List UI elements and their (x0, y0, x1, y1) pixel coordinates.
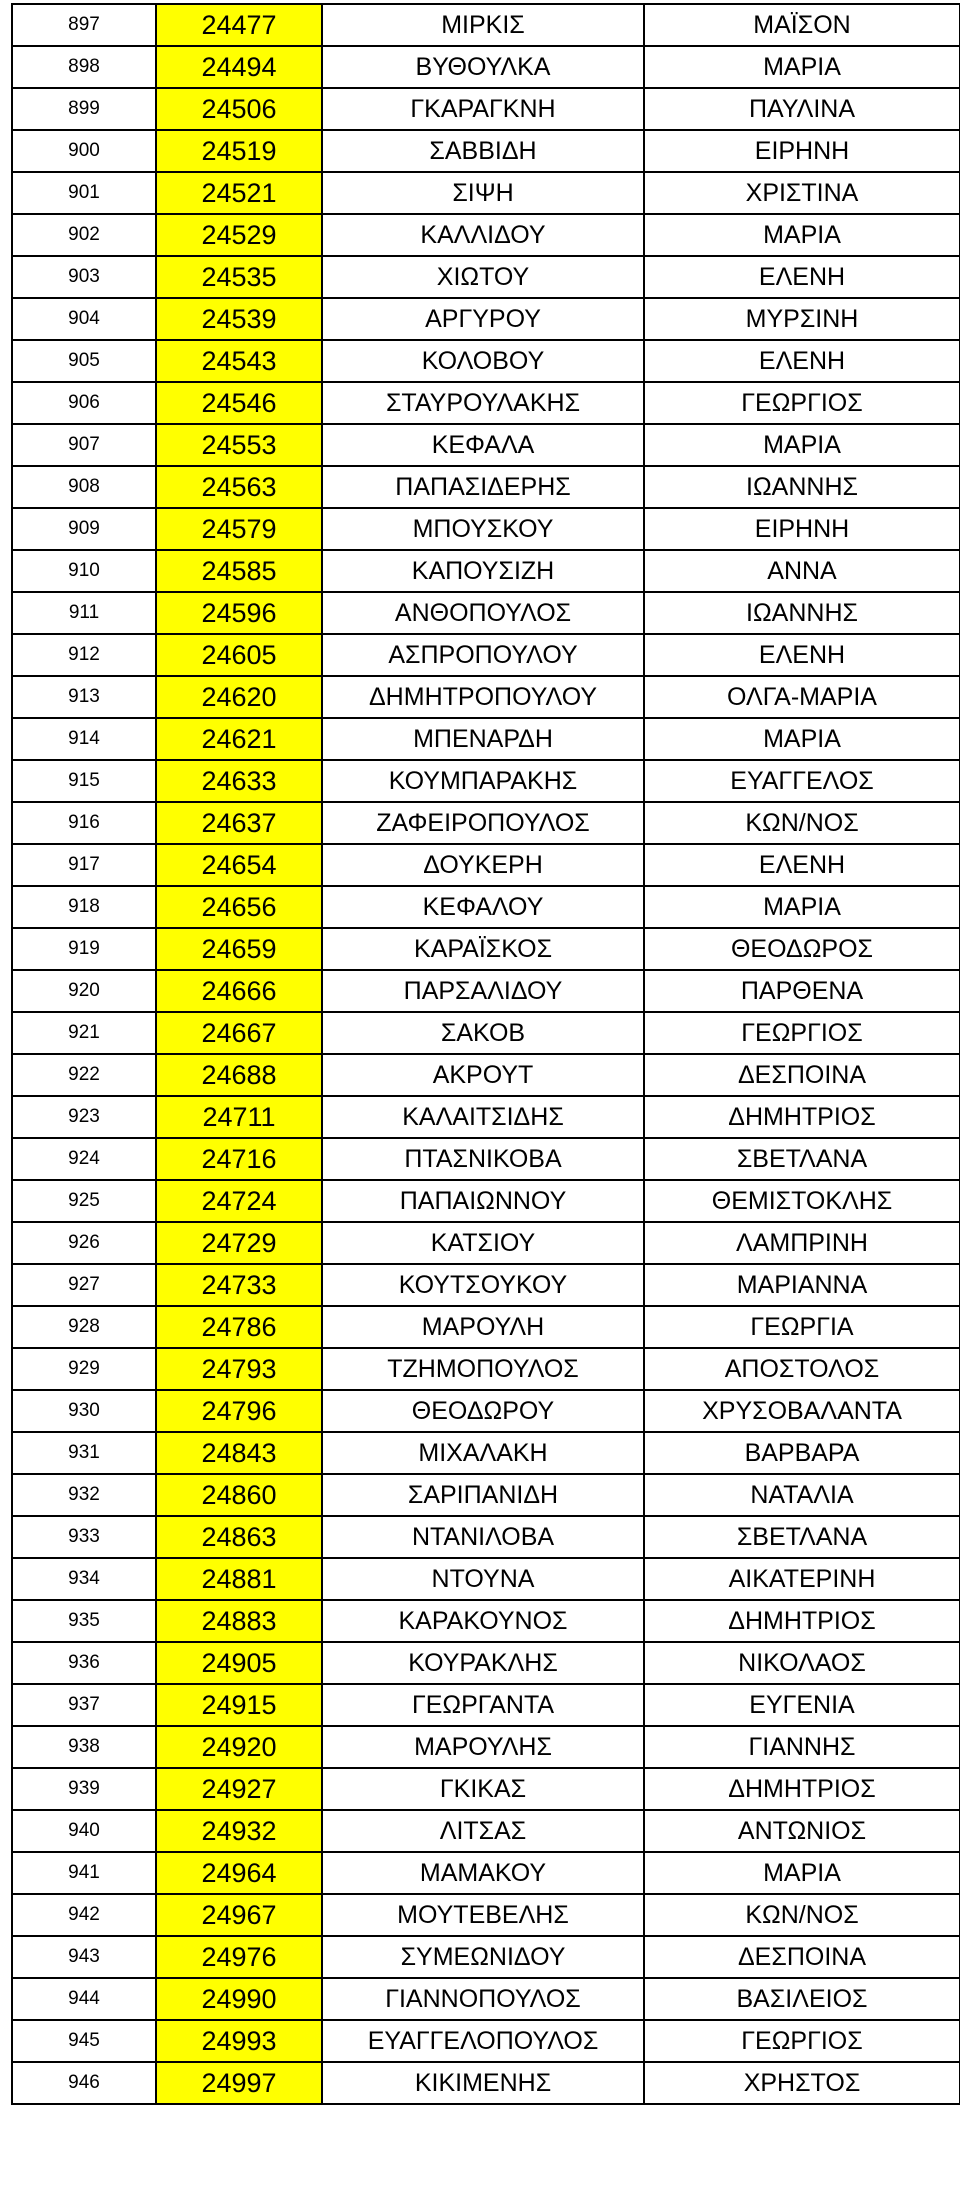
row-number: 914 (12, 718, 156, 760)
table-row (12, 130, 960, 172)
row-number: 920 (12, 970, 156, 1012)
first-name-cell: ΕΙΡΗΝΗ (644, 130, 960, 172)
table-row (12, 1096, 960, 1138)
table-row (12, 1810, 960, 1852)
row-number: 937 (12, 1684, 156, 1726)
first-name-cell: ΝΑΤΑΛΙΑ (644, 1474, 960, 1516)
code-cell: 24860 (156, 1474, 322, 1516)
table-row (12, 1012, 960, 1054)
surname-cell: ΕΥΑΓΓΕΛΟΠΟΥΛΟΣ (322, 2020, 644, 2062)
row-number: 904 (12, 298, 156, 340)
first-name-cell: ΓΕΩΡΓΙΑ (644, 1306, 960, 1348)
code-cell: 24596 (156, 592, 322, 634)
first-name-cell: ΟΛΓΑ-ΜΑΡΙΑ (644, 676, 960, 718)
first-name-cell: ΧΡΙΣΤΙΝΑ (644, 172, 960, 214)
table-row (12, 88, 960, 130)
code-cell: 24883 (156, 1600, 322, 1642)
table-row (12, 592, 960, 634)
first-name-cell: ΜΑΡΙΑ (644, 424, 960, 466)
code-cell: 24716 (156, 1138, 322, 1180)
first-name-cell: ΜΑΡΙΑ (644, 1852, 960, 1894)
code-cell: 24997 (156, 2062, 322, 2104)
code-cell: 24543 (156, 340, 322, 382)
table-row (12, 1264, 960, 1306)
code-cell: 24964 (156, 1852, 322, 1894)
first-name-cell: ΧΡΗΣΤΟΣ (644, 2062, 960, 2104)
surname-cell: ΚΑΡΑΪΣΚΟΣ (322, 928, 644, 970)
table-row (12, 1180, 960, 1222)
surname-cell: ΚΑΤΣΙΟΥ (322, 1222, 644, 1264)
surname-cell: ΜΟΥΤΕΒΕΛΗΣ (322, 1894, 644, 1936)
code-cell: 24477 (156, 4, 322, 46)
row-number: 932 (12, 1474, 156, 1516)
row-number: 919 (12, 928, 156, 970)
code-cell: 24654 (156, 844, 322, 886)
surname-cell: ΣΑΒΒΙΔΗ (322, 130, 644, 172)
first-name-cell: ΕΛΕΝΗ (644, 634, 960, 676)
row-number: 921 (12, 1012, 156, 1054)
row-number: 926 (12, 1222, 156, 1264)
first-name-cell: ΔΗΜΗΤΡΙΟΣ (644, 1768, 960, 1810)
code-cell: 24927 (156, 1768, 322, 1810)
first-name-cell: ΚΩΝ/ΝΟΣ (644, 1894, 960, 1936)
surname-cell: ΚΟΛΟΒΟΥ (322, 340, 644, 382)
surname-cell: ΚΑΛΑΙΤΣΙΔΗΣ (322, 1096, 644, 1138)
row-number: 903 (12, 256, 156, 298)
code-cell: 24621 (156, 718, 322, 760)
first-name-cell: ΒΑΡΒΑΡΑ (644, 1432, 960, 1474)
code-cell: 24494 (156, 46, 322, 88)
surname-cell: ΑΚΡΟΥΤ (322, 1054, 644, 1096)
code-cell: 24993 (156, 2020, 322, 2062)
code-cell: 24637 (156, 802, 322, 844)
surname-cell: ΚΟΥΤΣΟΥΚΟΥ (322, 1264, 644, 1306)
surname-cell: ΜΠΟΥΣΚΟΥ (322, 508, 644, 550)
surname-cell: ΜΑΡΟΥΛΗ (322, 1306, 644, 1348)
code-cell: 24967 (156, 1894, 322, 1936)
first-name-cell: ΒΑΣΙΛΕΙΟΣ (644, 1978, 960, 2020)
code-cell: 24535 (156, 256, 322, 298)
table-row (12, 1432, 960, 1474)
table-row (12, 676, 960, 718)
row-number: 939 (12, 1768, 156, 1810)
first-name-cell: ΜΥΡΣΙΝΗ (644, 298, 960, 340)
first-name-cell: ΧΡΥΣΟΒΑΛΑΝΤΑ (644, 1390, 960, 1432)
first-name-cell: ΘΕΟΔΩΡΟΣ (644, 928, 960, 970)
table-row (12, 760, 960, 802)
surname-cell: ΑΝΘΟΠΟΥΛΟΣ (322, 592, 644, 634)
table-row (12, 1054, 960, 1096)
surname-cell: ΝΤΑΝΙΛΟΒΑ (322, 1516, 644, 1558)
surname-cell: ΔΟΥΚΕΡΗ (322, 844, 644, 886)
code-cell: 24633 (156, 760, 322, 802)
table-row (12, 466, 960, 508)
row-number: 935 (12, 1600, 156, 1642)
first-name-cell: ΝΙΚΟΛΑΟΣ (644, 1642, 960, 1684)
code-cell: 24553 (156, 424, 322, 466)
row-number: 927 (12, 1264, 156, 1306)
row-number: 902 (12, 214, 156, 256)
first-name-cell: ΔΗΜΗΤΡΙΟΣ (644, 1096, 960, 1138)
table-row (12, 1306, 960, 1348)
first-name-cell: ΑΙΚΑΤΕΡΙΝΗ (644, 1558, 960, 1600)
row-number: 900 (12, 130, 156, 172)
code-cell: 24990 (156, 1978, 322, 2020)
code-cell: 24843 (156, 1432, 322, 1474)
surname-cell: ΚΕΦΑΛΑ (322, 424, 644, 466)
table-row (12, 382, 960, 424)
first-name-cell: ΓΙΑΝΝΗΣ (644, 1726, 960, 1768)
code-cell: 24796 (156, 1390, 322, 1432)
surname-cell: ΠΤΑΣΝΙΚΟΒΑ (322, 1138, 644, 1180)
row-number: 922 (12, 1054, 156, 1096)
row-number: 918 (12, 886, 156, 928)
table-row (12, 1474, 960, 1516)
surname-cell: ΣΑΚΟΒ (322, 1012, 644, 1054)
surname-cell: ΜΙΧΑΛΑΚΗ (322, 1432, 644, 1474)
table-row (12, 1222, 960, 1264)
first-name-cell: ΕΥΓΕΝΙΑ (644, 1684, 960, 1726)
code-cell: 24729 (156, 1222, 322, 1264)
row-number: 944 (12, 1978, 156, 2020)
first-name-cell: ΕΙΡΗΝΗ (644, 508, 960, 550)
table-row (12, 634, 960, 676)
first-name-cell: ΔΕΣΠΟΙΝΑ (644, 1054, 960, 1096)
code-cell: 24915 (156, 1684, 322, 1726)
row-number: 906 (12, 382, 156, 424)
table-row (12, 1894, 960, 1936)
code-cell: 24620 (156, 676, 322, 718)
surname-cell: ΓΚΑΡΑΓΚΝΗ (322, 88, 644, 130)
first-name-cell: ΓΕΩΡΓΙΟΣ (644, 2020, 960, 2062)
table-row (12, 1852, 960, 1894)
table-row (12, 4, 960, 46)
table-row (12, 928, 960, 970)
surname-cell: ΓΚΙΚΑΣ (322, 1768, 644, 1810)
row-number: 923 (12, 1096, 156, 1138)
first-name-cell: ΣΒΕΤΛΑΝΑ (644, 1516, 960, 1558)
first-name-cell: ΣΒΕΤΛΑΝΑ (644, 1138, 960, 1180)
table-row (12, 2062, 960, 2104)
first-name-cell: ΙΩΑΝΝΗΣ (644, 592, 960, 634)
table-row (12, 886, 960, 928)
row-number: 946 (12, 2062, 156, 2104)
row-number: 940 (12, 1810, 156, 1852)
code-cell: 24605 (156, 634, 322, 676)
row-number: 930 (12, 1390, 156, 1432)
surname-cell: ΚΕΦΑΛΟΥ (322, 886, 644, 928)
surname-cell: ΜΑΜΑΚΟΥ (322, 1852, 644, 1894)
code-cell: 24519 (156, 130, 322, 172)
row-number: 942 (12, 1894, 156, 1936)
table-row (12, 1600, 960, 1642)
row-number: 901 (12, 172, 156, 214)
code-cell: 24881 (156, 1558, 322, 1600)
surname-cell: ΣΥΜΕΩΝΙΔΟΥ (322, 1936, 644, 1978)
first-name-cell: ΠΑΡΘΕΝΑ (644, 970, 960, 1012)
code-cell: 24521 (156, 172, 322, 214)
first-name-cell: ΕΛΕΝΗ (644, 844, 960, 886)
surname-cell: ΖΑΦΕΙΡΟΠΟΥΛΟΣ (322, 802, 644, 844)
row-number: 897 (12, 4, 156, 46)
row-number: 898 (12, 46, 156, 88)
surname-cell: ΑΣΠΡΟΠΟΥΛΟΥ (322, 634, 644, 676)
table-row (12, 298, 960, 340)
row-number: 909 (12, 508, 156, 550)
first-name-cell: ΓΕΩΡΓΙΟΣ (644, 382, 960, 424)
surname-cell: ΣΙΨΗ (322, 172, 644, 214)
row-number: 931 (12, 1432, 156, 1474)
code-cell: 24976 (156, 1936, 322, 1978)
first-name-cell: ΙΩΑΝΝΗΣ (644, 466, 960, 508)
first-name-cell: ΕΛΕΝΗ (644, 256, 960, 298)
surname-cell: ΚΑΡΑΚΟΥΝΟΣ (322, 1600, 644, 1642)
table-row (12, 1138, 960, 1180)
surname-cell: ΘΕΟΔΩΡΟΥ (322, 1390, 644, 1432)
row-number: 943 (12, 1936, 156, 1978)
surname-cell: ΚΑΠΟΥΣΙΖΗ (322, 550, 644, 592)
first-name-cell: ΔΕΣΠΟΙΝΑ (644, 1936, 960, 1978)
first-name-cell: ΜΑΪΣΟΝ (644, 4, 960, 46)
code-cell: 24786 (156, 1306, 322, 1348)
row-number: 905 (12, 340, 156, 382)
surname-cell: ΠΑΠΑΙΩΝΝΟΥ (322, 1180, 644, 1222)
code-cell: 24506 (156, 88, 322, 130)
row-number: 941 (12, 1852, 156, 1894)
surname-cell: ΣΤΑΥΡΟΥΛΑΚΗΣ (322, 382, 644, 424)
table-row (12, 214, 960, 256)
first-name-cell: ΑΝΝΑ (644, 550, 960, 592)
row-number: 929 (12, 1348, 156, 1390)
code-cell: 24563 (156, 466, 322, 508)
code-cell: 24863 (156, 1516, 322, 1558)
first-name-cell: ΓΕΩΡΓΙΟΣ (644, 1012, 960, 1054)
table-row (12, 1348, 960, 1390)
row-number: 925 (12, 1180, 156, 1222)
surname-cell: ΒΥΘΟΥΛΚΑ (322, 46, 644, 88)
first-name-cell: ΜΑΡΙΑ (644, 718, 960, 760)
table-row (12, 1684, 960, 1726)
surname-cell: ΜΙΡΚΙΣ (322, 4, 644, 46)
surname-cell: ΔΗΜΗΤΡΟΠΟΥΛΟΥ (322, 676, 644, 718)
code-cell: 24656 (156, 886, 322, 928)
code-cell: 24585 (156, 550, 322, 592)
surname-cell: ΚΑΛΛΙΔΟΥ (322, 214, 644, 256)
first-name-cell: ΜΑΡΙΑ (644, 46, 960, 88)
surname-cell: ΛΙΤΣΑΣ (322, 1810, 644, 1852)
first-name-cell: ΛΑΜΠΡΙΝΗ (644, 1222, 960, 1264)
row-number: 945 (12, 2020, 156, 2062)
first-name-cell: ΜΑΡΙΑ (644, 886, 960, 928)
table-row (12, 802, 960, 844)
first-name-cell: ΕΛΕΝΗ (644, 340, 960, 382)
code-cell: 24546 (156, 382, 322, 424)
results-table (11, 3, 960, 2105)
row-number: 915 (12, 760, 156, 802)
table-row (12, 1516, 960, 1558)
surname-cell: ΠΑΡΣΑΛΙΔΟΥ (322, 970, 644, 1012)
row-number: 913 (12, 676, 156, 718)
first-name-cell: ΜΑΡΙΑΝΝΑ (644, 1264, 960, 1306)
surname-cell: ΝΤΟΥΝΑ (322, 1558, 644, 1600)
code-cell: 24666 (156, 970, 322, 1012)
first-name-cell: ΜΑΡΙΑ (644, 214, 960, 256)
row-number: 928 (12, 1306, 156, 1348)
table-row (12, 844, 960, 886)
row-number: 910 (12, 550, 156, 592)
surname-cell: ΧΙΩΤΟΥ (322, 256, 644, 298)
surname-cell: ΚΙΚΙΜΕΝΗΣ (322, 2062, 644, 2104)
code-cell: 24688 (156, 1054, 322, 1096)
table-row (12, 1978, 960, 2020)
code-cell: 24711 (156, 1096, 322, 1138)
code-cell: 24539 (156, 298, 322, 340)
code-cell: 24905 (156, 1642, 322, 1684)
surname-cell: ΚΟΥΜΠΑΡΑΚΗΣ (322, 760, 644, 802)
table-row (12, 46, 960, 88)
first-name-cell: ΕΥΑΓΓΕΛΟΣ (644, 760, 960, 802)
table-row (12, 172, 960, 214)
surname-cell: ΜΠΕΝΑΡΔΗ (322, 718, 644, 760)
code-cell: 24920 (156, 1726, 322, 1768)
first-name-cell: ΠΑΥΛΙΝΑ (644, 88, 960, 130)
table-row (12, 508, 960, 550)
surname-cell: ΤΖΗΜΟΠΟΥΛΟΣ (322, 1348, 644, 1390)
row-number: 911 (12, 592, 156, 634)
code-cell: 24793 (156, 1348, 322, 1390)
code-cell: 24932 (156, 1810, 322, 1852)
code-cell: 24667 (156, 1012, 322, 1054)
table-row (12, 424, 960, 466)
results-table-body (12, 4, 960, 2104)
surname-cell: ΓΕΩΡΓΑΝΤΑ (322, 1684, 644, 1726)
row-number: 916 (12, 802, 156, 844)
table-row (12, 2020, 960, 2062)
table-row (12, 1642, 960, 1684)
row-number: 908 (12, 466, 156, 508)
table-row (12, 1768, 960, 1810)
table-row (12, 1726, 960, 1768)
surname-cell: ΜΑΡΟΥΛΗΣ (322, 1726, 644, 1768)
row-number: 938 (12, 1726, 156, 1768)
code-cell: 24579 (156, 508, 322, 550)
row-number: 936 (12, 1642, 156, 1684)
row-number: 912 (12, 634, 156, 676)
first-name-cell: ΔΗΜΗΤΡΙΟΣ (644, 1600, 960, 1642)
table-row (12, 550, 960, 592)
table-row (12, 1390, 960, 1432)
first-name-cell: ΑΠΟΣΤΟΛΟΣ (644, 1348, 960, 1390)
table-row (12, 340, 960, 382)
row-number: 917 (12, 844, 156, 886)
surname-cell: ΓΙΑΝΝΟΠΟΥΛΟΣ (322, 1978, 644, 2020)
code-cell: 24529 (156, 214, 322, 256)
table-row (12, 970, 960, 1012)
first-name-cell: ΘΕΜΙΣΤΟΚΛΗΣ (644, 1180, 960, 1222)
row-number: 934 (12, 1558, 156, 1600)
surname-cell: ΠΑΠΑΣΙΔΕΡΗΣ (322, 466, 644, 508)
row-number: 899 (12, 88, 156, 130)
surname-cell: ΚΟΥΡΑΚΛΗΣ (322, 1642, 644, 1684)
row-number: 907 (12, 424, 156, 466)
first-name-cell: ΑΝΤΩΝΙΟΣ (644, 1810, 960, 1852)
table-row (12, 256, 960, 298)
code-cell: 24733 (156, 1264, 322, 1306)
row-number: 933 (12, 1516, 156, 1558)
first-name-cell: ΚΩΝ/ΝΟΣ (644, 802, 960, 844)
table-row (12, 1558, 960, 1600)
surname-cell: ΑΡΓΥΡΟΥ (322, 298, 644, 340)
row-number: 924 (12, 1138, 156, 1180)
surname-cell: ΣΑΡΙΠΑΝΙΔΗ (322, 1474, 644, 1516)
table-row (12, 718, 960, 760)
table-row (12, 1936, 960, 1978)
code-cell: 24659 (156, 928, 322, 970)
code-cell: 24724 (156, 1180, 322, 1222)
